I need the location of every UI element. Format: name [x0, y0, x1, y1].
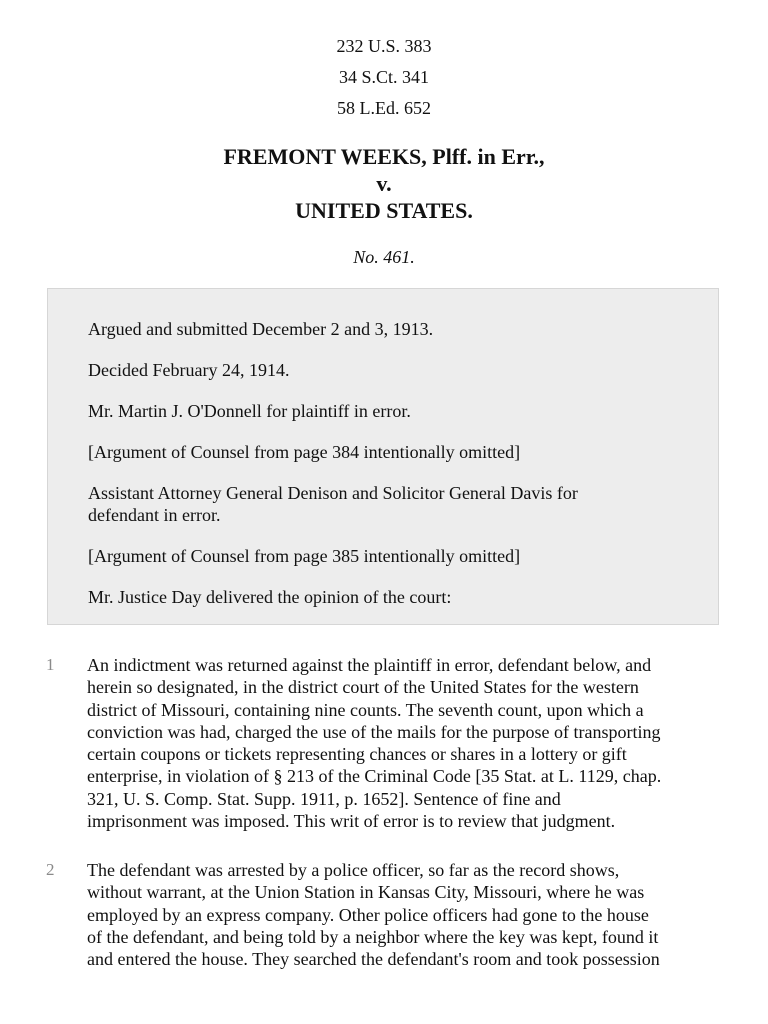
- paragraph-line: and entered the house. They searched the defendant's room and took possession: [87, 949, 660, 970]
- decided-date: Decided February 24, 1914.: [88, 360, 290, 380]
- citations: [0, 34, 768, 127]
- paragraph-number: 2: [46, 860, 55, 879]
- paragraph-line: herein so designated, in the district court of the United States for the western: [87, 677, 639, 698]
- paragraph-line: 321, U. S. Comp. Stat. Supp. 1911, p. 1652]. Sentence of fine and: [87, 788, 561, 809]
- citation-us-reports: 232 U.S. 383: [336, 36, 432, 56]
- paragraph-line: enterprise, in violation of § 213 of the Criminal Code [35 Stat. at L. 1129, chap.: [87, 766, 662, 787]
- case-title-versus: v.: [376, 171, 392, 196]
- plaintiff-counsel: Mr. Martin J. O'Donnell for plaintiff in error.: [88, 401, 411, 421]
- paragraph-line: An indictment was returned against the plaintiff in error, defendant below, and: [87, 655, 652, 675]
- omitted-argument-385: [Argument of Counsel from page 385 intentionally omitted]: [88, 546, 521, 566]
- case-title-defendant: UNITED STATES.: [295, 198, 473, 223]
- paragraph-line: The defendant was arrested by a police officer, so far as the record shows,: [87, 860, 620, 880]
- defendant-counsel-line-2: defendant in error.: [88, 505, 221, 525]
- citation-supreme-court-reporter: 34 S.Ct. 341: [338, 67, 430, 87]
- paragraph-line: certain coupons or tickets representing chances or shares in a lottery or gift: [87, 744, 627, 765]
- case-title-plaintiff: FREMONT WEEKS, Plff. in Err.,: [223, 144, 545, 169]
- paragraph-line: of the defendant, and being told by a neighbor where the key was kept, found it: [87, 926, 659, 947]
- defendant-counsel-line-1: Assistant Attorney General Denison and Solicitor General Davis for: [88, 483, 578, 503]
- paragraph-line: district of Missouri, containing nine counts. The seventh count, upon which a: [87, 699, 644, 720]
- paragraph-line: conviction was had, charged the use of the mails for the purpose of transporting: [87, 721, 661, 742]
- opinion-author: Mr. Justice Day delivered the opinion of the court:: [88, 587, 452, 607]
- paragraph-text: [87, 859, 727, 970]
- argued-date: Argued and submitted December 2 and 3, 1913.: [88, 319, 434, 339]
- paragraph-number: 1: [46, 655, 55, 674]
- paragraph-line: employed by an express company. Other police officers had gone to the house: [87, 904, 649, 925]
- case-title: [0, 143, 768, 224]
- syllabus-box: [47, 288, 719, 625]
- paragraph-text: [87, 654, 727, 832]
- paragraph-line: imprisonment was imposed. This writ of error is to review that judgment.: [87, 811, 616, 832]
- paragraph-line: without warrant, at the Union Station in Kansas City, Missouri, where he was: [87, 882, 645, 903]
- docket-number: No. 461.: [353, 247, 415, 267]
- citation-lawyers-edition: 58 L.Ed. 652: [337, 98, 431, 118]
- omitted-argument-384: [Argument of Counsel from page 384 intentionally omitted]: [88, 442, 521, 462]
